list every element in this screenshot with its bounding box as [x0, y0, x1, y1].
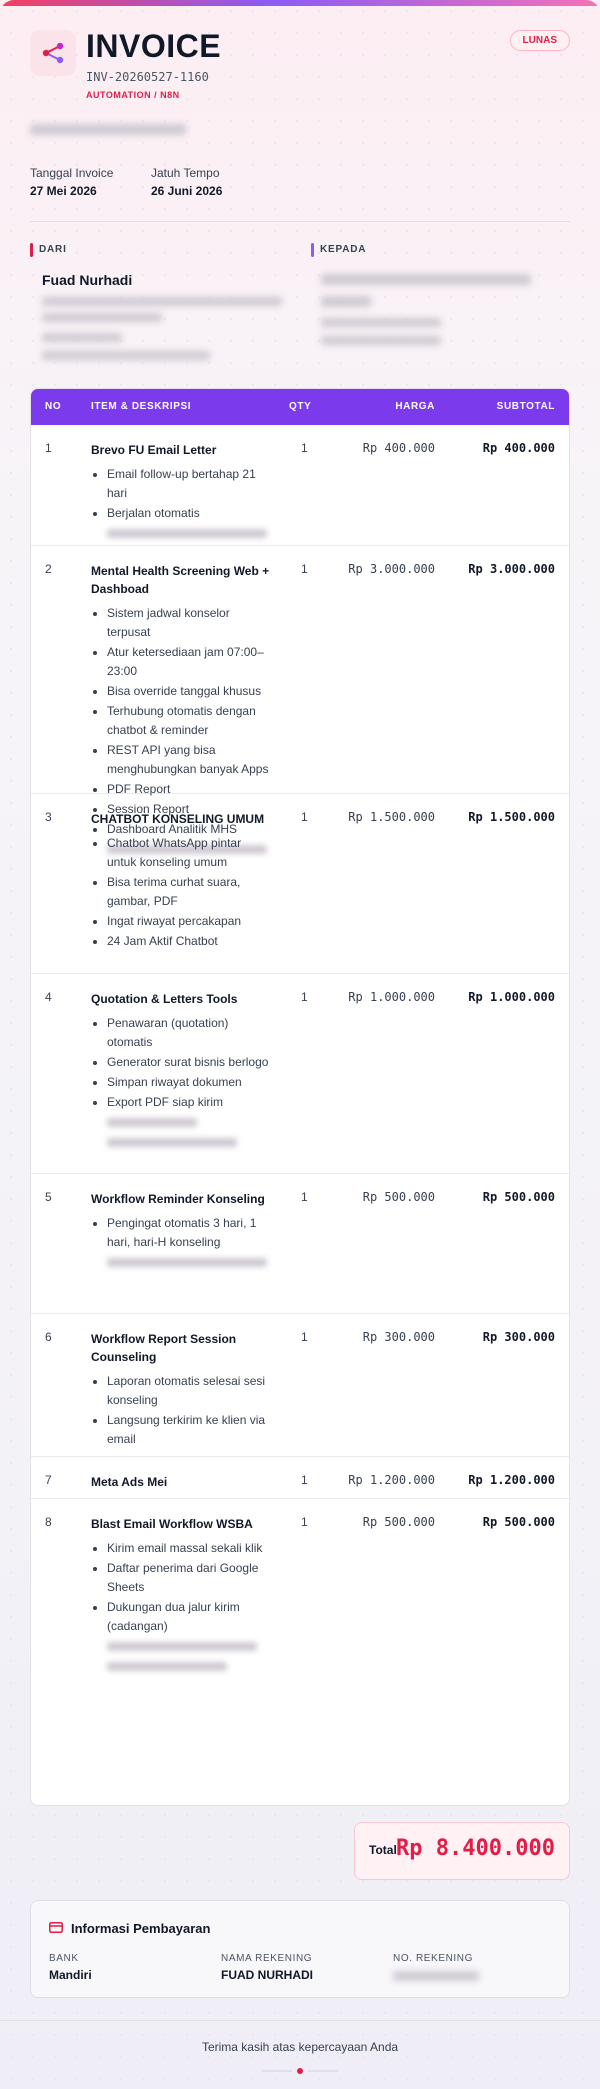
invoice-title: INVOICE [86, 28, 222, 64]
item-qty: 1 [301, 562, 308, 576]
item-subtotal: Rp 1.500.000 [468, 810, 555, 824]
status-badge: LUNAS [510, 30, 570, 51]
row-number: 3 [45, 810, 52, 824]
footer-divider [0, 2020, 600, 2021]
item-bullet: • PDF Report [107, 780, 273, 799]
item-title: Workflow Report Session Counseling [91, 1332, 237, 1364]
item-bullet: • Chatbot WhatsApp pintar untuk konseling umum [107, 834, 273, 872]
item-bullet: • Session Report [107, 800, 273, 819]
item-description-list [91, 1539, 273, 1676]
item-title: Mental Health Screening Web + Dashboad [91, 564, 270, 596]
item-price: Rp 500.000 [362, 1515, 435, 1529]
redacted-text [42, 297, 282, 306]
item-title: Blast Email Workflow WSBA [91, 1517, 253, 1531]
total-box [354, 1822, 570, 1880]
row-number: 8 [45, 1515, 52, 1529]
item-bullet: • Laporan otomatis selesai sesi konseling [107, 1372, 273, 1410]
item-qty: 1 [301, 1515, 308, 1529]
item-title: Quotation & Letters Tools [91, 992, 238, 1006]
table-row [31, 974, 569, 1174]
item-subtotal: Rp 3.000.000 [468, 562, 555, 576]
item-bullet: • Penawaran (quotation) otomatis [107, 1014, 273, 1052]
item-bullet: • Dukungan dua jalur kirim (cadangan) [107, 1598, 273, 1636]
table-row [31, 425, 569, 546]
item-price: Rp 3.000.000 [348, 562, 435, 576]
redacted-bullet [107, 1133, 273, 1152]
redacted-text [321, 318, 441, 327]
items-table [30, 388, 570, 1806]
share-nodes-icon [40, 40, 66, 66]
table-row [31, 1457, 569, 1499]
table-header [31, 389, 569, 425]
item-cell [91, 990, 273, 1153]
item-bullet: • Kirim email massal sekali klik [107, 1539, 273, 1558]
item-description-list [91, 1014, 273, 1152]
item-bullet: • Pengingat otomatis 3 hari, 1 hari, hari-H konseling [107, 1214, 273, 1252]
item-cell [91, 1190, 273, 1273]
redacted-text [42, 313, 162, 322]
payment-info [30, 1900, 570, 1998]
account-no-label: NO. REKENING [393, 1953, 473, 1964]
row-number: 4 [45, 990, 52, 1004]
redacted-text [393, 1971, 479, 1981]
item-bullet: • Generator surat bisnis berlogo [107, 1053, 273, 1072]
redacted-text [321, 296, 371, 307]
due-date-label: Jatuh Tempo [151, 166, 220, 180]
item-price: Rp 400.000 [362, 441, 435, 455]
total-label: Total [369, 1843, 397, 1857]
item-bullet: • Atur ketersediaan jam 07:00–23:00 [107, 643, 273, 681]
footer-text: Terima kasih atas kepercayaan Anda [201, 2040, 399, 2054]
item-bullet: • Bisa terima curhat suara, gambar, PDF [107, 873, 273, 911]
payment-title: Informasi Pembayaran [71, 1921, 211, 1936]
credit-card-icon [49, 1922, 63, 1933]
redacted-bullet [107, 1113, 273, 1132]
account-name-value: FUAD NURHADI [221, 1968, 313, 1982]
item-description-list [91, 1372, 273, 1449]
redacted-bullet [107, 524, 273, 543]
from-label: DARI [30, 244, 67, 255]
item-price: Rp 1.200.000 [348, 1473, 435, 1487]
header-item: ITEM & DESKRIPSI [91, 401, 192, 412]
header-subtotal: SUBTOTAL [496, 401, 555, 412]
invoice-date-value: 27 Mei 2026 [30, 184, 97, 198]
redacted-text [30, 124, 186, 135]
invoice-tag: AUTOMATION / N8N [86, 90, 180, 100]
redacted-bullet [107, 1253, 273, 1272]
item-qty: 1 [301, 441, 308, 455]
top-accent-bar [0, 0, 600, 6]
item-bullet: • Terhubung otomatis dengan chatbot & reminder [107, 702, 273, 740]
item-cell [91, 1330, 273, 1450]
item-description-list [91, 834, 273, 951]
table-row [31, 1499, 569, 1806]
item-subtotal: Rp 400.000 [482, 441, 555, 455]
item-subtotal: Rp 1.200.000 [468, 1473, 555, 1487]
item-bullet: • 24 Jam Aktif Chatbot [107, 932, 273, 951]
bank-value: Mandiri [49, 1968, 92, 1982]
bank-label: BANK [49, 1953, 79, 1964]
item-bullet: • Email follow-up bertahap 21 hari [107, 465, 273, 503]
account-name-label: NAMA REKENING [221, 1953, 313, 1964]
item-title: Workflow Reminder Konseling [91, 1192, 265, 1206]
item-title: Brevo FU Email Letter [91, 443, 217, 457]
item-price: Rp 1.000.000 [348, 990, 435, 1004]
logo [30, 30, 76, 76]
redacted-text [321, 336, 441, 345]
item-price: Rp 500.000 [362, 1190, 435, 1204]
item-bullet: • Simpan riwayat dokumen [107, 1073, 273, 1092]
redacted-text [42, 333, 122, 342]
header-price: HARGA [395, 401, 435, 412]
item-qty: 1 [301, 1473, 308, 1487]
item-qty: 1 [301, 1330, 308, 1344]
from-name: Fuad Nurhadi [42, 272, 133, 288]
item-bullet: • Ingat riwayat percakapan [107, 912, 273, 931]
row-number: 5 [45, 1190, 52, 1204]
item-bullet: • Bisa override tanggal khusus [107, 682, 273, 701]
item-price: Rp 300.000 [362, 1330, 435, 1344]
item-bullet: • Langsung terkirim ke klien via email [107, 1411, 273, 1449]
item-cell [91, 441, 273, 544]
item-bullet: • Dashboard Analitik MHS [107, 820, 273, 839]
to-label: KEPADA [311, 244, 366, 255]
item-cell [91, 1515, 273, 1677]
redacted-bullet [107, 1637, 273, 1656]
table-row [31, 1174, 569, 1314]
item-qty: 1 [301, 1190, 308, 1204]
item-title: Meta Ads Mei [91, 1475, 168, 1489]
item-bullet: • Export PDF siap kirim [107, 1093, 273, 1112]
footer-ornament [260, 2067, 340, 2075]
total-value: Rp 8.400.000 [396, 1836, 555, 1861]
item-subtotal: Rp 1.000.000 [468, 990, 555, 1004]
item-description-list [91, 465, 273, 543]
redacted-text [42, 351, 210, 360]
redacted-bullet [107, 1657, 273, 1676]
header-qty: QTY [289, 401, 312, 412]
item-title: CHATBOT KONSELING UMUM [91, 812, 265, 826]
invoice-number: INV-20260527-1160 [86, 70, 209, 84]
item-qty: 1 [301, 990, 308, 1004]
item-price: Rp 1.500.000 [348, 810, 435, 824]
item-subtotal: Rp 300.000 [482, 1330, 555, 1344]
row-number: 1 [45, 441, 52, 455]
item-bullet: • Berjalan otomatis [107, 504, 273, 523]
divider [30, 221, 570, 222]
invoice-date-label: Tanggal Invoice [30, 166, 114, 180]
table-row [31, 794, 569, 974]
item-bullet: • Sistem jadwal konselor terpusat [107, 604, 273, 642]
item-subtotal: Rp 500.000 [482, 1190, 555, 1204]
item-description-list [91, 1214, 273, 1272]
item-cell [91, 810, 273, 952]
due-date-value: 26 Juni 2026 [151, 184, 223, 198]
redacted-text [321, 274, 531, 285]
item-subtotal: Rp 500.000 [482, 1515, 555, 1529]
item-cell [91, 1473, 273, 1491]
row-number: 6 [45, 1330, 52, 1344]
item-qty: 1 [301, 810, 308, 824]
item-bullet: • REST API yang bisa menghubungkan banyak Apps [107, 741, 273, 779]
table-row [31, 1314, 569, 1457]
row-number: 2 [45, 562, 52, 576]
header-no: NO [45, 401, 62, 412]
row-number: 7 [45, 1473, 52, 1487]
item-bullet: • Daftar penerima dari Google Sheets [107, 1559, 273, 1597]
